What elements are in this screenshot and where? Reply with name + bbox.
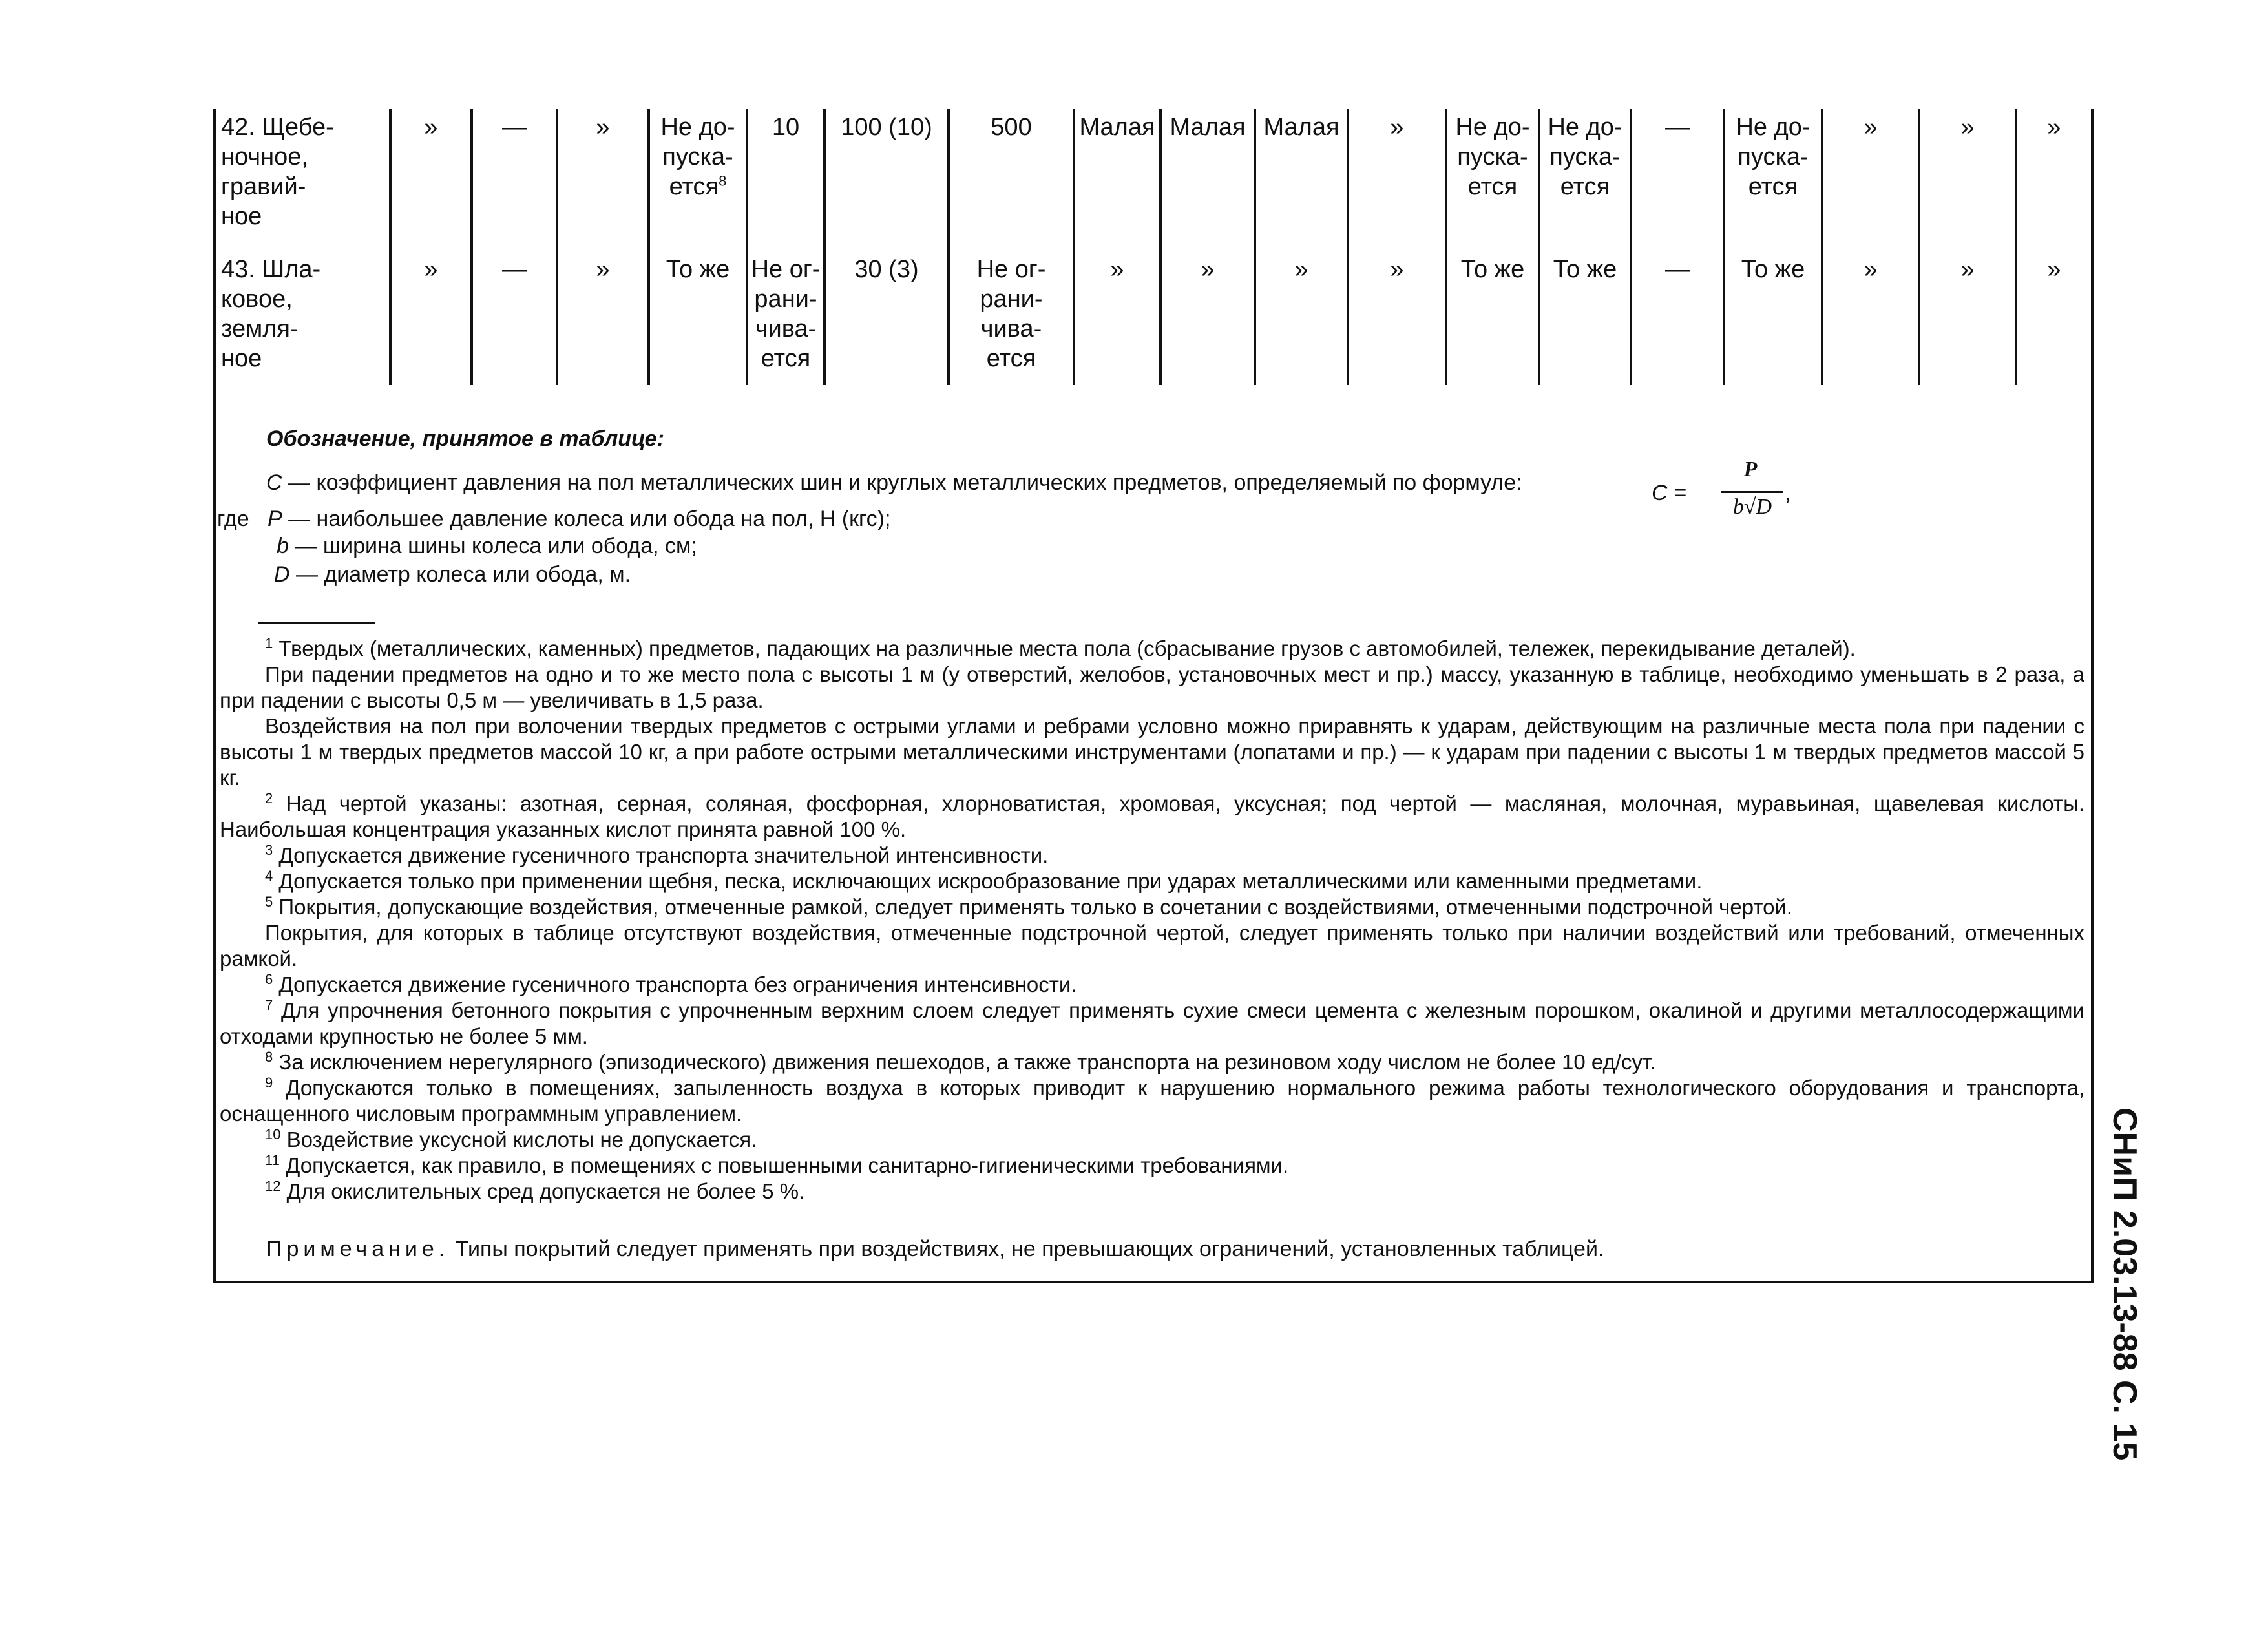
- d-symbol: D: [274, 562, 290, 587]
- table-cell: »: [2047, 256, 2061, 283]
- footnote-mark: 1: [265, 635, 273, 651]
- footnote-mark: 11: [265, 1152, 280, 1168]
- table-cell: Малая: [1079, 114, 1155, 141]
- c-definition: [266, 470, 1522, 496]
- table-cell: То же: [1460, 256, 1525, 283]
- table-cell: 30 (3): [854, 256, 919, 283]
- table-cell: Малая: [1263, 114, 1339, 141]
- footnote-6: [220, 972, 2084, 998]
- footnote-mark: 3: [265, 842, 273, 858]
- table-row-label: 43. Шла- ковое, земля- ное: [221, 256, 321, 372]
- table-cell: »: [1864, 256, 1878, 283]
- table-cell: »: [1960, 114, 1975, 141]
- table-cell: 100 (10): [841, 114, 932, 141]
- footnote-text: Для упрочнения бетонного покрытия с упрочненным верхним слоем следует применять сухие смеси цемента с железным порошком, окалиной и другими металлосодержащими отходами крупностью не более 5 мм.: [220, 998, 2085, 1048]
- footnote-1-paragraph-3: Воздействия на пол при волочении твердых предметов с острыми углами и ребрами условно можно приравнять к ударам, действующим на различные места пола при падении с высоты 1 м твердых предметов массой 10 кг, а при работе острыми металлическими инструментами (лопатами и пр.) — к ударам при падении с высоты 1 м твердых предметов массой 5 кг.: [220, 714, 2084, 790]
- b-symbol: b: [277, 534, 289, 558]
- coverage-table: [213, 109, 2091, 385]
- table-cell: —: [1665, 256, 1690, 283]
- table-cell: »: [1201, 256, 1215, 283]
- p-definition-text: — наибольшее давление колеса или обода на пол, Н (кгс);: [288, 507, 891, 531]
- table-cell: »: [1960, 256, 1975, 283]
- table-column-line: [1821, 109, 1823, 385]
- table-cell: »: [1390, 114, 1404, 141]
- table-cell: То же: [1553, 256, 1617, 283]
- table-cell: То же: [666, 256, 730, 283]
- table-note: [266, 1237, 1604, 1262]
- table-cell: »: [596, 256, 610, 283]
- document-page-label: СНиП 2.03.13-88 С. 15: [2106, 1108, 2143, 1461]
- formula-comma: ,: [1785, 481, 1791, 505]
- footnote-mark: 6: [265, 971, 273, 987]
- footnote-4: [220, 868, 2084, 894]
- footnote-mark: 4: [265, 868, 273, 884]
- table-cell: »: [424, 114, 438, 141]
- table-cell: Не до- пуска- ется: [1548, 114, 1622, 200]
- table-column-line: [1918, 109, 1920, 385]
- footnote-3: [220, 843, 2084, 868]
- d-definition-text: — диаметр колеса или обода, м.: [296, 562, 631, 587]
- note-label: Примечание.: [266, 1237, 450, 1261]
- footnote-1: [220, 636, 2084, 662]
- table-column-line: [2091, 109, 2094, 385]
- table-cell: Малая: [1170, 114, 1246, 141]
- footnote-text: За исключением нерегулярного (эпизодического) движения пешеходов, а также транспорта на резиновом ходу числом не более 10 ед/сут.: [278, 1050, 1656, 1074]
- note-text: Типы покрытий следует применять при воздействиях, не превышающих ограничений, установленных таблицей.: [455, 1237, 1604, 1261]
- footnotes: [220, 636, 2084, 1204]
- notation-title: Обозначение, принятое в таблице:: [266, 426, 664, 451]
- table-column-line: [556, 109, 558, 385]
- c-definition-text: — коэффициент давления на пол металлических шин и круглых металлических предметов, определяемый по формуле:: [288, 470, 1522, 495]
- footnote-separator: [258, 622, 375, 624]
- table-column-line: [1073, 109, 1075, 385]
- table-cell: —: [1665, 114, 1690, 141]
- footnote-text: Воздействие уксусной кислоты не допускается.: [286, 1128, 757, 1151]
- table-cell: »: [424, 256, 438, 283]
- footnote-text: Допускается движение гусеничного транспорта значительной интенсивности.: [278, 843, 1049, 867]
- table-cell: 500: [991, 114, 1032, 141]
- frame-left-border: [213, 385, 216, 1283]
- footnote-8: [220, 1049, 2084, 1075]
- footnote-text: Допускаются только в помещениях, запыленность воздуха в которых приводит к нарушению нормального режима работы технологического оборудования и транспорта, оснащенного числовым программным управлением.: [220, 1076, 2085, 1126]
- footnote-1-paragraph-2: При падении предметов на одно и то же место пола с высоты 1 м (у отверстий, желобов, установочных мест и пр.) массу, указанную в таблице, необходимо уменьшать в 2 раза, а при падении с высоты 0,5 м — увеличивать в 1,5 раза.: [220, 662, 2084, 712]
- p-symbol: P: [267, 507, 282, 531]
- footnote-mark: 9: [265, 1075, 273, 1091]
- table-cell: »: [596, 114, 610, 141]
- table-cell: То же: [1741, 256, 1805, 283]
- table-column-line: [1254, 109, 1256, 385]
- table-column-line: [1159, 109, 1162, 385]
- footnote-mark: 12: [265, 1178, 281, 1194]
- table-row-label: 42. Щебе- ночное, гравий- ное: [221, 114, 334, 230]
- table-cell: —: [502, 114, 527, 141]
- table-column-line: [213, 109, 216, 385]
- formula-lhs: C =: [1652, 481, 1686, 505]
- table-cell: Не до- пуска- ется: [1736, 114, 1811, 200]
- table-column-line: [1630, 109, 1632, 385]
- footnote-12: [220, 1179, 2084, 1204]
- table-column-line: [2015, 109, 2017, 385]
- table-column-line: [1347, 109, 1349, 385]
- b-definition: [277, 534, 697, 559]
- table-cell: Не до- пуска- ется$^8$: [660, 114, 735, 200]
- table-column-line: [470, 109, 473, 385]
- table-cell: Не до- пуска- ется: [1455, 114, 1530, 200]
- footnote-text: Допускается только при применении щебня, песка, исключающих искрообразование при ударах металлическими или каменными предметами.: [278, 869, 1703, 893]
- table-cell: Не ог- рани- чива- ется: [976, 256, 1046, 372]
- footnote-9: [220, 1075, 2084, 1127]
- frame-right-border: [2091, 385, 2094, 1283]
- footnote-mark: 2: [265, 790, 273, 806]
- footnote-11: [220, 1153, 2084, 1179]
- formula-denominator: b√D: [1732, 495, 1772, 519]
- d-definition: [274, 562, 631, 587]
- fraction-bar: [1721, 491, 1783, 493]
- footnote-text: Для окислительных сред допускается не более 5 %.: [286, 1179, 805, 1203]
- footnote-text: Покрытия, допускающие воздействия, отмеченные рамкой, следует применять только в сочетании с воздействиями, отмеченными подстрочной чертой.: [278, 895, 1793, 919]
- table-cell: »: [1110, 256, 1124, 283]
- table-cell: Не ог- рани- чива- ется: [751, 256, 821, 372]
- table-cell: »: [2047, 114, 2061, 141]
- footnote-reference: 8: [719, 173, 727, 189]
- c-symbol: C: [266, 470, 282, 495]
- footnote-text: Над чертой указаны: азотная, серная, соляная, фосфорная, хлорноватистая, хромовая, уксусная; под чертой — масляная, молочная, муравьиная, щавелевая кислоты. Наибольшая концентрация указанных кислот принята равной 100 %.: [220, 792, 2085, 841]
- b-definition-text: — ширина шины колеса или обода, см;: [295, 534, 697, 558]
- footnote-7: [220, 998, 2084, 1049]
- table-cell: »: [1294, 256, 1308, 283]
- footnote-2: [220, 791, 2084, 843]
- footnote-text: Допускается движение гусеничного транспорта без ограничения интенсивности.: [278, 972, 1077, 996]
- table-cell: 10: [772, 114, 800, 141]
- footnote-text: Твердых (металлических, каменных) предметов, падающих на различные места пола (сбрасывание грузов с автомобилей, тележек, перекидывание деталей).: [278, 636, 1856, 660]
- frame-bottom-border: [213, 1281, 2094, 1283]
- p-definition: [217, 507, 890, 532]
- footnote-mark: 5: [265, 894, 273, 910]
- footnote-5: [220, 894, 2084, 920]
- table-column-line: [389, 109, 392, 385]
- footnote-text: Допускается, как правило, в помещениях с повышенными санитарно-гигиеническими требованиями.: [286, 1153, 1289, 1177]
- table-cell: »: [1390, 256, 1404, 283]
- where-word: где: [217, 507, 249, 531]
- footnote-10: [220, 1127, 2084, 1153]
- footnote-mark: 7: [265, 997, 273, 1013]
- table-cell: —: [502, 256, 527, 283]
- table-cell: »: [1864, 114, 1878, 141]
- footnote-mark: 10: [265, 1126, 281, 1142]
- table-column-line: [823, 109, 826, 385]
- formula-numerator: P: [1743, 457, 1758, 481]
- footnote-mark: 8: [265, 1049, 273, 1065]
- footnote-5-paragraph-2: Покрытия, для которых в таблице отсутствуют воздействия, отмеченные подстрочной чертой, следует применять только при наличии воздействий или требований, отмеченных рамкой.: [220, 921, 2084, 971]
